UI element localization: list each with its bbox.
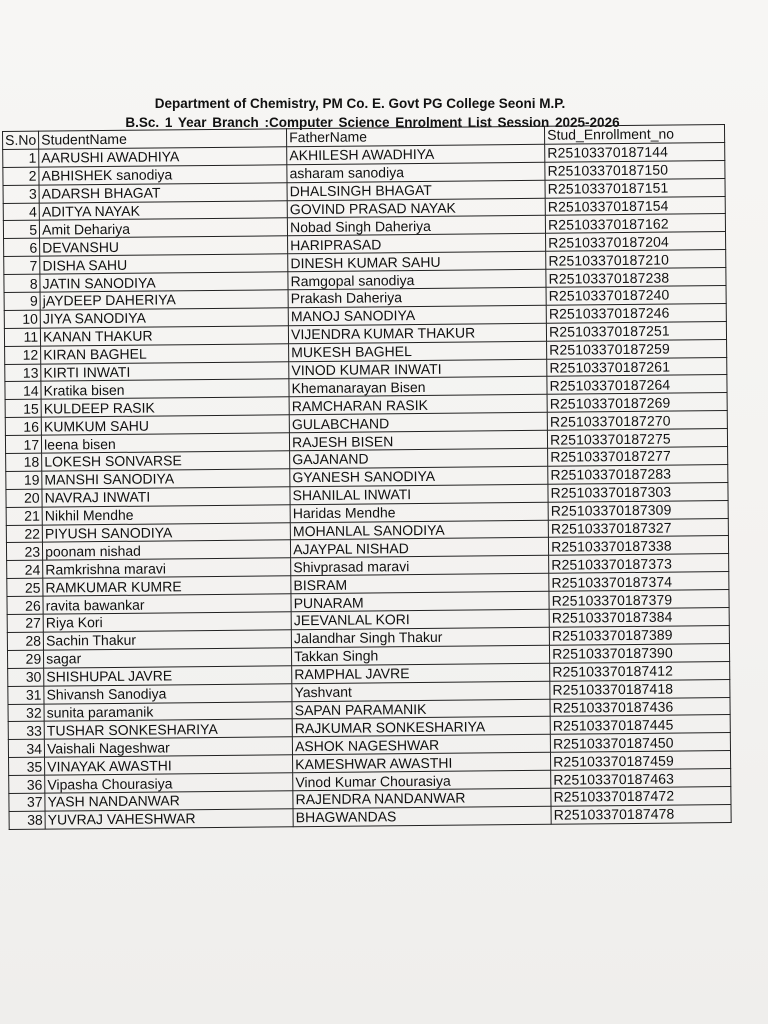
cell-enrollment-no: R25103370187303 [548,482,728,502]
cell-student-name: ravita bawankar [43,594,291,614]
cell-father-name: PUNARAM [291,591,549,611]
cell-father-name: GOVIND PRASAD NAYAK [287,198,545,218]
cell-student-name: SHISHUPAL JAVRE [44,665,292,685]
cell-father-name: RAJKUMAR SONKESHARIYA [292,717,550,737]
cell-enrollment-no: R25103370187463 [551,769,731,789]
cell-student-name: YASH NANDANWAR [45,791,293,811]
cell-student-name: Amit Dehariya [39,218,287,238]
cell-father-name: Prakash Daheriya [288,287,546,307]
cell-father-name: GAJANAND [290,448,548,468]
cell-student-name: LOKESH SONVARSE [42,451,290,471]
cell-sno: 15 [5,399,41,417]
cell-sno: 25 [7,578,43,596]
cell-father-name: DHALSINGH BHAGAT [287,180,545,200]
header-student-name: StudentName [39,129,287,149]
cell-father-name: RAMPHAL JAVRE [292,663,550,683]
cell-student-name: sunita paramanik [44,701,292,721]
cell-father-name: Shivprasad maravi [291,556,549,576]
cell-sno: 31 [8,686,44,704]
cell-enrollment-no: R25103370187150 [545,160,725,180]
cell-sno: 20 [6,489,42,507]
cell-enrollment-no: R25103370187238 [546,268,726,288]
cell-father-name: VINOD KUMAR INWATI [289,359,547,379]
cell-student-name: KIRAN BAGHEL [41,343,289,363]
cell-enrollment-no: R25103370187270 [547,411,727,431]
cell-father-name: VIJENDRA KUMAR THAKUR [289,323,547,343]
cell-father-name: GYANESH SANODIYA [290,466,548,486]
cell-enrollment-no: R25103370187251 [546,321,726,341]
cell-father-name: Vinod Kumar Chourasiya [293,770,551,790]
cell-enrollment-no: R25103370187240 [546,286,726,306]
cell-student-name: MANSHI SANODIYA [42,469,290,489]
cell-enrollment-no: R25103370187151 [545,178,725,198]
cell-father-name: DINESH KUMAR SAHU [288,252,546,272]
cell-father-name: AKHILESH AWADHIYA [287,144,545,164]
cell-sno: 11 [4,328,40,346]
cell-enrollment-no: R25103370187459 [551,751,731,771]
cell-student-name: AARUSHI AWADHIYA [39,147,287,167]
cell-student-name: KANAN THAKUR [41,326,289,346]
cell-enrollment-no: R25103370187275 [548,429,728,449]
cell-student-name: ADITYA NAYAK [39,200,287,220]
cell-sno: 14 [5,382,41,400]
cell-father-name: Jalandhar Singh Thakur [291,627,549,647]
cell-sno: 18 [6,453,42,471]
cell-father-name: Takkan Singh [292,645,550,665]
cell-enrollment-no: R25103370187374 [549,572,729,592]
cell-enrollment-no: R25103370187384 [549,608,729,628]
cell-student-name: poonam nishad [43,540,291,560]
cell-student-name: sagar [44,648,292,668]
cell-sno: 16 [5,417,41,435]
cell-sno: 30 [8,668,44,686]
cell-father-name: AJAYPAL NISHAD [291,538,549,558]
header-father-name: FatherName [287,126,545,146]
cell-student-name: KULDEEP RASIK [41,397,289,417]
cell-father-name: RAJESH BISEN [290,430,548,450]
cell-enrollment-no: R25103370187269 [547,393,727,413]
cell-sno: 33 [8,722,44,740]
cell-sno: 13 [5,364,41,382]
cell-father-name: Yashvant [292,681,550,701]
cell-sno: 12 [5,346,41,364]
cell-student-name: Vipasha Chourasiya [45,773,293,793]
cell-enrollment-no: R25103370187418 [550,679,730,699]
header-enrollment-no: Stud_Enrollment_no [545,125,725,145]
cell-sno: 22 [6,525,42,543]
cell-sno: 6 [4,238,40,256]
cell-enrollment-no: R25103370187144 [545,142,725,162]
cell-student-name: KIRTI INWATI [41,361,289,381]
cell-student-name: leena bisen [42,433,290,453]
cell-sno: 17 [5,435,41,453]
cell-student-name: Nikhil Mendhe [42,504,290,524]
cell-student-name: TUSHAR SONKESHARIYA [44,719,292,739]
cell-sno: 3 [3,185,39,203]
cell-father-name: BISRAM [291,574,549,594]
cell-student-name: Vaishali Nageshwar [44,737,292,757]
cell-father-name: JEEVANLAL KORI [291,609,549,629]
cell-father-name: Nobad Singh Daheriya [287,216,545,236]
cell-enrollment-no: R25103370187259 [547,339,727,359]
cell-father-name: HARIPRASAD [288,234,546,254]
cell-student-name: NAVRAJ INWATI [42,487,290,507]
cell-enrollment-no: R25103370187450 [550,733,730,753]
cell-sno: 32 [8,704,44,722]
cell-enrollment-no: R25103370187210 [546,250,726,270]
cell-sno: 27 [7,614,43,632]
cell-father-name: KAMESHWAR AWASTHI [293,752,551,772]
cell-enrollment-no: R25103370187373 [549,554,729,574]
cell-enrollment-no: R25103370187264 [547,375,727,395]
cell-student-name: Kratika bisen [41,379,289,399]
cell-sno: 9 [4,292,40,310]
cell-father-name: Khemanarayan Bisen [289,377,547,397]
cell-sno: 21 [6,507,42,525]
cell-sno: 7 [4,256,40,274]
cell-enrollment-no: R25103370187390 [550,643,730,663]
header-sno: S.No [3,131,39,149]
cell-sno: 2 [3,167,39,185]
cell-enrollment-no: R25103370187261 [547,357,727,377]
cell-enrollment-no: R25103370187277 [548,447,728,467]
cell-student-name: Sachin Thakur [43,630,291,650]
cell-father-name: MUKESH BAGHEL [289,341,547,361]
cell-enrollment-no: R25103370187436 [550,697,730,717]
cell-sno: 28 [7,632,43,650]
cell-enrollment-no: R25103370187412 [550,661,730,681]
cell-father-name: RAJENDRA NANDANWAR [293,788,551,808]
cell-enrollment-no: R25103370187283 [548,464,728,484]
cell-enrollment-no: R25103370187478 [551,804,731,824]
cell-student-name: Riya Kori [43,612,291,632]
document-title: Department of Chemistry, PM Co. E. Govt PG College Seoni M.P. [154,96,566,111]
cell-father-name: MOHANLAL SANODIYA [290,520,548,540]
cell-enrollment-no: R25103370187327 [548,518,728,538]
cell-father-name: BHAGWANDAS [293,806,551,826]
cell-student-name: JATIN SANODIYA [40,272,288,292]
cell-sno: 4 [3,203,39,221]
cell-enrollment-no: R25103370187246 [546,303,726,323]
enrolment-table [2,124,732,830]
cell-enrollment-no: R25103370187338 [549,536,729,556]
cell-enrollment-no: R25103370187379 [549,590,729,610]
cell-student-name: ABHISHEK sanodiya [39,165,287,185]
cell-enrollment-no: R25103370187472 [551,786,731,806]
cell-enrollment-no: R25103370187309 [548,500,728,520]
cell-father-name: ASHOK NAGESHWAR [292,735,550,755]
cell-student-name: JIYA SANODIYA [40,308,288,328]
cell-student-name: PIYUSH SANODIYA [42,522,290,542]
cell-student-name: YUVRAJ VAHESHWAR [45,809,293,829]
cell-student-name: RAMKUMAR KUMRE [43,576,291,596]
cell-student-name: Shivansh Sanodiya [44,683,292,703]
cell-father-name: SHANILAL INWATI [290,484,548,504]
cell-father-name: MANOJ SANODIYA [288,305,546,325]
cell-sno: 8 [4,274,40,292]
cell-enrollment-no: R25103370187204 [546,232,726,252]
cell-sno: 5 [3,221,39,239]
cell-sno: 36 [9,775,45,793]
cell-student-name: KUMKUM SAHU [41,415,289,435]
cell-sno: 1 [3,149,39,167]
cell-student-name: VINAYAK AWASTHI [45,755,293,775]
cell-sno: 29 [7,650,43,668]
cell-enrollment-no: R25103370187389 [549,625,729,645]
cell-sno: 34 [8,739,44,757]
table-body [3,142,732,829]
cell-student-name: Ramkrishna maravi [43,558,291,578]
cell-father-name: RAMCHARAN RASIK [289,395,547,415]
document-subtitle: B.Sc. 1 Year Branch :Computer Science Enrolment List Session 2025-2026 [125,115,620,130]
cell-father-name: asharam sanodiya [287,162,545,182]
cell-father-name: SAPAN PARAMANIK [292,699,550,719]
cell-sno: 23 [6,543,42,561]
cell-father-name: GULABCHAND [289,413,547,433]
cell-enrollment-no: R25103370187162 [545,214,725,234]
cell-sno: 19 [6,471,42,489]
cell-student-name: jAYDEEP DAHERIYA [40,290,288,310]
cell-sno: 10 [4,310,40,328]
cell-student-name: DEVANSHU [40,236,288,256]
cell-student-name: DISHA SAHU [40,254,288,274]
cell-sno: 24 [7,561,43,579]
cell-student-name: ADARSH BHAGAT [39,182,287,202]
cell-sno: 35 [9,757,45,775]
cell-father-name: Haridas Mendhe [290,502,548,522]
cell-enrollment-no: R25103370187154 [545,196,725,216]
cell-sno: 37 [9,793,45,811]
cell-enrollment-no: R25103370187445 [550,715,730,735]
cell-father-name: Ramgopal sanodiya [288,269,546,289]
cell-sno: 38 [9,811,45,829]
cell-sno: 26 [7,596,43,614]
